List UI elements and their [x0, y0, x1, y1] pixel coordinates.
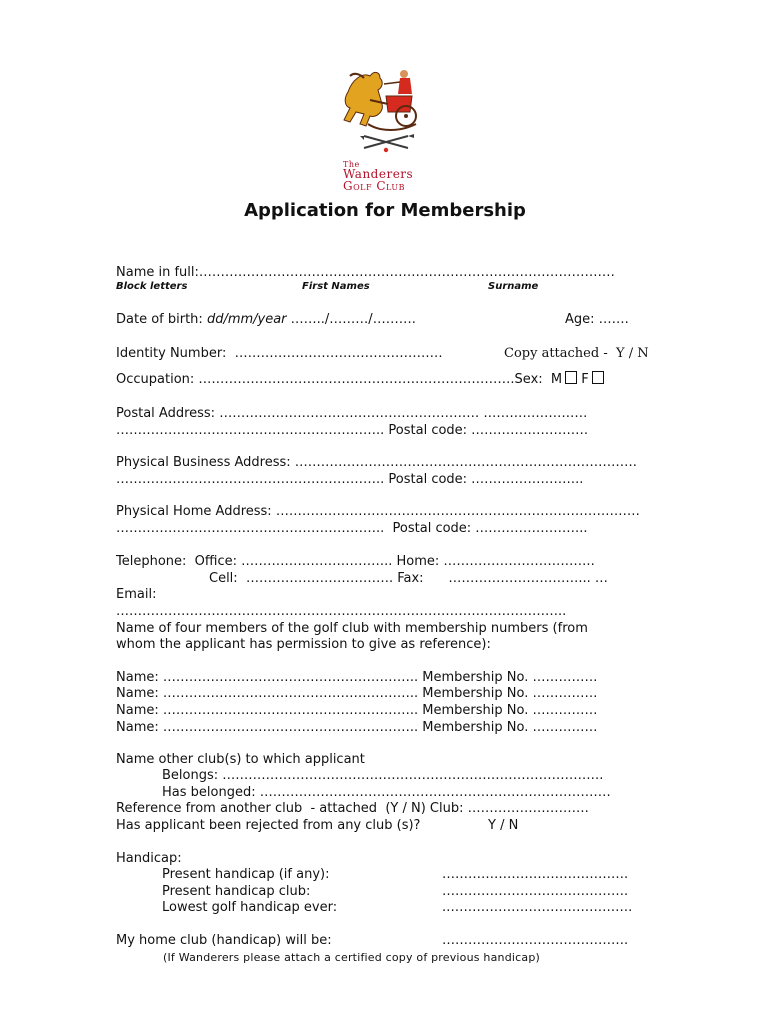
postal-address-field[interactable]: …………………………………………………… …………………… — [215, 406, 588, 421]
postal-address-row[interactable] — [116, 406, 587, 422]
occupation-label: Occupation: — [116, 372, 195, 387]
logo-text-wanderers: Wanderers — [343, 167, 414, 181]
name-in-full-label: Name in full: — [116, 265, 199, 280]
age-field[interactable]: Age: ……. — [565, 312, 629, 327]
telephone-office-field[interactable]: …………………………….. — [241, 554, 397, 569]
first-names-hint: First Names — [302, 281, 370, 292]
business-address-row[interactable] — [116, 455, 637, 471]
dob-format: dd/mm/year — [206, 312, 287, 327]
surname-hint: Surname — [488, 281, 539, 292]
postal-address-row-2[interactable] — [116, 423, 588, 439]
postal-address-field-2[interactable]: …………………………………………………….. — [116, 423, 389, 438]
page-title: Application for Membership — [244, 200, 526, 221]
present-handicap-field[interactable]: ……………………………………. — [442, 867, 629, 882]
sex-female-label: F — [577, 372, 589, 387]
handicap-footnote: (If Wanderers please attach a certified copy of previous handicap) — [163, 951, 541, 964]
crossed-golf-clubs-icon — [360, 134, 414, 152]
copy-attached-label[interactable]: Copy attached - Y / N — [504, 346, 649, 361]
reference-row[interactable] — [116, 670, 597, 686]
telephone-office-label: Telephone: Office: — [116, 554, 242, 569]
dob-label: Date of birth: — [116, 312, 207, 327]
rejected-yn-field[interactable]: Y / N — [488, 818, 519, 833]
sex-label: Sex: M — [514, 372, 563, 387]
sex-female-checkbox[interactable] — [592, 371, 604, 384]
dob-row[interactable] — [116, 312, 416, 328]
reference-name-field[interactable]: Name: ………………………………………………….. — [116, 720, 423, 735]
home-address-field[interactable]: ………………………………………………………………………… — [271, 504, 640, 519]
reference-membership-field[interactable]: Membership No. …………… — [422, 703, 598, 718]
reference-other-club-field[interactable]: Reference from another club - attached (Y / N) Club: ………………………. — [116, 801, 589, 816]
reference-membership-field[interactable]: Membership No. …………… — [422, 686, 598, 701]
belongs-field[interactable]: Belongs: ……………………………………………………………………………. — [162, 768, 604, 783]
club-crest-logo — [340, 66, 435, 166]
cell-field[interactable]: ……………………………. — [245, 571, 398, 586]
rejected-label: Has applicant been rejected from any club (s)? — [116, 818, 421, 833]
home-club-handicap-field[interactable]: ……………………………………. — [442, 933, 629, 948]
present-handicap-club-field[interactable]: ……………………………………. — [442, 884, 629, 899]
reference-row[interactable] — [116, 686, 597, 702]
cell-label: Cell: — [209, 571, 246, 586]
name-in-full-field[interactable]: …………………………………………………………………………………… — [198, 265, 615, 280]
lowest-handicap-field[interactable]: .……………………………………. — [442, 900, 633, 915]
telephone-home-field[interactable]: Home: …………………………….. — [396, 554, 595, 569]
handicap-label: Handicap: — [116, 851, 182, 866]
reference-membership-field[interactable]: Membership No. …………… — [422, 720, 598, 735]
business-address-row-2[interactable] — [116, 472, 583, 488]
home-club-handicap-label: My home club (handicap) will be: — [116, 933, 332, 948]
dob-field[interactable]: ……../………/………. — [286, 312, 416, 327]
occupation-field[interactable]: ………………………………………………………………. — [194, 372, 515, 387]
business-address-field[interactable]: ……………………………………………………………………. — [290, 455, 637, 470]
home-address-row-2[interactable] — [116, 521, 588, 537]
identity-field[interactable]: ………………………………………… — [226, 346, 443, 361]
postal-address-label: Postal Address: — [116, 406, 216, 421]
logo-text-golf-club: Golf Club — [343, 179, 405, 193]
home-address-label: Physical Home Address: — [116, 504, 272, 519]
home-address-row[interactable] — [116, 504, 640, 520]
reference-intro-1: Name of four members of the golf club with membership numbers (from — [116, 621, 588, 636]
sex-male-checkbox[interactable] — [565, 371, 577, 384]
business-address-field-2[interactable]: …………………………………………………….. — [116, 472, 389, 487]
home-address-field-2[interactable]: …………………………………………………….. — [116, 521, 393, 536]
present-handicap-label: Present handicap (if any): — [162, 867, 330, 882]
reference-membership-field[interactable]: Membership No. …………… — [422, 670, 598, 685]
present-handicap-club-label: Present handicap club: — [162, 884, 311, 899]
email-label: Email: — [116, 587, 157, 602]
rider-icon — [384, 70, 412, 94]
logo-text-the: The — [343, 160, 360, 169]
reference-name-field[interactable]: Name: ………………………………………………….. — [116, 703, 423, 718]
postal-code-field[interactable]: Postal code: ……………………… — [388, 423, 589, 438]
reference-row[interactable] — [116, 703, 597, 719]
block-letters-hint: Block letters — [116, 281, 188, 292]
occupation-row[interactable] — [116, 371, 604, 388]
telephone-row[interactable] — [116, 554, 595, 570]
business-address-label: Physical Business Address: — [116, 455, 291, 470]
reference-name-field[interactable]: Name: ………………………………………………….. — [116, 670, 423, 685]
has-belonged-field[interactable]: Has belonged: ……………………………………………………………………… — [162, 785, 611, 800]
identity-row[interactable] — [116, 346, 443, 362]
email-field[interactable]: ………………………………………………………………………………………….. — [116, 604, 567, 619]
horse-icon — [344, 72, 382, 126]
reference-row[interactable] — [116, 720, 597, 736]
name-in-full-row[interactable] — [116, 265, 615, 281]
home-postal-code-field[interactable]: Postal code: …………………….. — [392, 521, 588, 536]
reference-intro-2: whom the applicant has permission to give as reference): — [116, 637, 491, 652]
reference-name-field[interactable]: Name: ………………………………………………….. — [116, 686, 423, 701]
lowest-handicap-label: Lowest golf handicap ever: — [162, 900, 338, 915]
identity-label: Identity Number: — [116, 346, 227, 361]
business-postal-code-field[interactable]: Postal code: …………………….. — [388, 472, 584, 487]
cell-row[interactable] — [209, 571, 608, 587]
fax-field[interactable]: Fax: …………………………... … — [397, 571, 608, 586]
other-clubs-label: Name other club(s) to which applicant — [116, 752, 365, 767]
